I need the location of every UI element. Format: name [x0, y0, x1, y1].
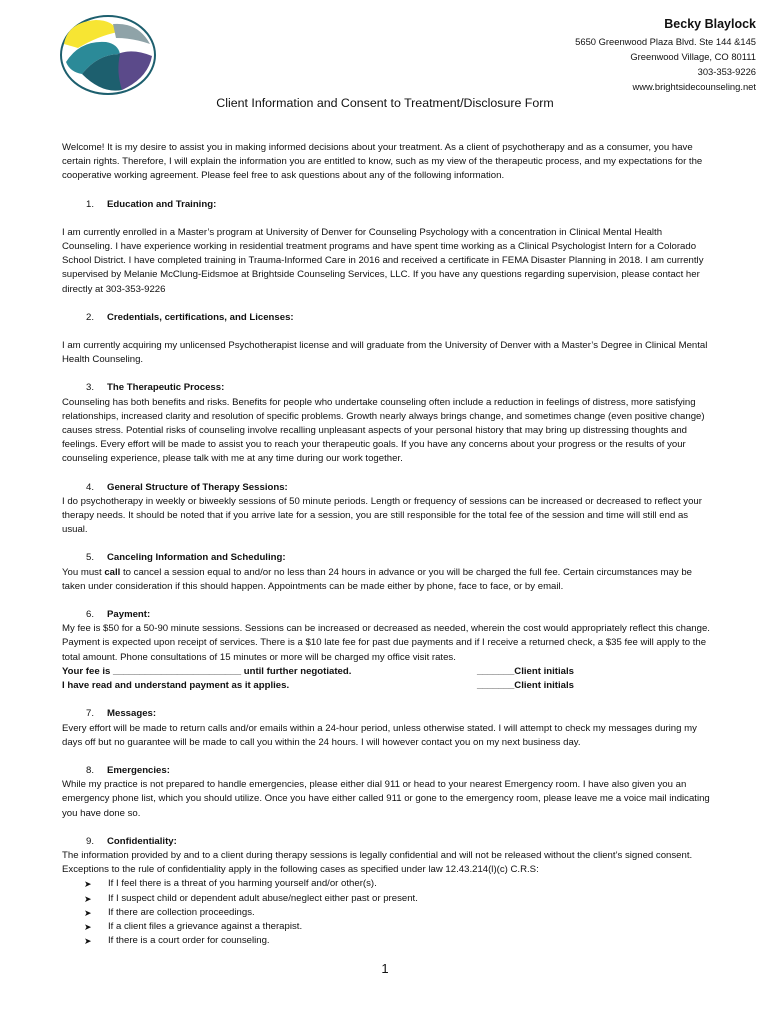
section-heading-emergencies: 8. Emergencies:	[86, 764, 170, 776]
section-body-education: I am currently enrolled in a Master’s program at University of Denver for Counseling Psychology with a concentration in Clinical Mental Health Counseling. I have experience working in residential treatment programs and have spent time working as a Clinical Psychologist Intern for a Colorado School District. I have completed training in Trauma-Informed Care in 2016 and received a certificate in FEMA Disaster Planning in 2018. I am currently supervised by Melanie McClung-Eidsmoe at Brightside Counseling Services, LLC. If you have any questions regarding supervision, please contact her directly at 303-353-9226	[62, 226, 704, 295]
website-link[interactable]: www.brightsidecounseling.net	[632, 81, 756, 92]
confidentiality-exceptions-list	[62, 877, 714, 948]
section-body-confidentiality: The information provided by and to a client during therapy sessions is legally confidential and will not be released without the client’s signed consent. Exceptions to the rule of confidentiality apply in the following cases as specified under law 12.43.214(l)(c) C.R.S:	[62, 849, 693, 876]
list-item: ➤ If there are collection proceedings.	[84, 906, 714, 920]
address-line-1: 5650 Greenwood Plaza Blvd. Ste 144 &145	[575, 36, 756, 47]
therapist-name: Becky Blaylock	[664, 17, 756, 31]
section-heading-messages: 7. Messages:	[86, 708, 157, 720]
fee-field[interactable]: Your fee is ________________________ until further negotiated.	[62, 665, 352, 677]
section-heading-education: 1. Education and Training:	[86, 198, 217, 210]
list-item: ➤ If a client files a grievance against a therapist.	[84, 920, 714, 934]
section-heading-payment: 6. Payment:	[86, 609, 151, 621]
arrow-bullet-icon: ➤	[84, 879, 92, 890]
arrow-bullet-icon: ➤	[84, 921, 92, 932]
section-heading-credentials: 2. Credentials, certifications, and Licenses:	[86, 311, 294, 323]
section-body-emergencies: While my practice is not prepared to handle emergencies, please either dial 911 or head to your nearest Emergency room. I have also given you an emergency phone list, which you should utilize. Once you have either called 911 or gone to the emergency room, please leave me a voice mail indicating you have done so.	[62, 779, 710, 819]
section-body-credentials: I am currently acquiring my unlicensed Psychotherapist license and will graduate from the University of Denver with a Master’s Degree in Clinical Mental Health Counseling.	[62, 340, 708, 366]
arrow-bullet-icon: ➤	[84, 893, 92, 904]
section-body-payment: My fee is $50 for a 50-90 minute sessions. Sessions can be increased or decreased as needed, wherein the cost would appropriately reflect this change. Payment is expected upon receipt of services. There is a $10 late fee for past due payments and if I receive a returned check, a $35 fee will apply to the total amount. Phone consultations of 15 minutes or more will be charged my office visit rates.	[62, 623, 710, 663]
list-item: ➤ If I feel there is a threat of you harming yourself and/or other(s).	[84, 877, 714, 891]
arrow-bullet-icon: ➤	[84, 936, 92, 947]
page-number: 1	[381, 961, 389, 976]
arrow-bullet-icon: ➤	[84, 907, 92, 918]
acknowledgement-row	[62, 679, 574, 693]
section-heading-therapeutic-process: 3. The Therapeutic Process:	[86, 382, 225, 394]
list-item: ➤ If I suspect child or dependent adult abuse/neglect either past or present.	[84, 892, 714, 906]
client-initials-field-2[interactable]: _______Client initials	[476, 680, 574, 692]
address-line-2: Greenwood Village, CO 80111	[630, 51, 756, 62]
section-body-messages: Every effort will be made to return calls and/or emails within a 24-hour period, unless otherwise stated. I will attempt to check my messages during my days off but no guarantee will be made to call you within the 24 hours. I will however contact you on my next business day.	[62, 722, 697, 748]
fee-initials-row	[62, 665, 574, 679]
intro-paragraph: Welcome! It is my desire to assist you in making informed decisions about your treatment. As a client of psychotherapy and as a consumer, you have certain rights. Therefore, I will explain the information you are entitled to know, such as my view of the therapeutic process, and my expectations for the cooperative working agreement. Please feel free to ask questions about any of the following information.	[62, 142, 703, 182]
list-item: ➤ If there is a court order for counseling.	[84, 934, 714, 948]
section-body-canceling: You must call to cancel a session equal to and/or no less than 24 hours in advance or you will be charged the full fee. Certain circumstances may be taken under consideration if this should happen. Appointments can be made either by phone, face to face, or by email.	[62, 566, 693, 592]
section-heading-session-structure: 4. General Structure of Therapy Sessions:	[86, 481, 288, 493]
phone-number: 303-353-9226	[697, 66, 756, 77]
section-body-therapeutic-process: Counseling has both benefits and risks. Benefits for people who undertake counseling often include a reduction in feelings of distress, more satisfying relationships, increased clarity and resolution of specific problems. Growth nearly always brings change, and sometimes change (even positive change) causes stress. Potential risks of counseling involve recalling unpleasant aspects of your personal history that may bring up distressing thoughts and feelings. Every effort will be made to assist you to reach your therapeutic goals. If you have any concerns about your progress or the results of your counseling experience, please talk with me at any time during our work together.	[62, 396, 705, 465]
document-body	[62, 141, 714, 948]
payment-acknowledgement: I have read and understand payment as it applies.	[62, 680, 290, 692]
page-title: Client Information and Consent to Treatment/Disclosure Form	[216, 96, 554, 110]
client-initials-field-1[interactable]: _______Client initials	[476, 665, 574, 677]
practice-header	[575, 14, 756, 94]
brightside-logo	[58, 14, 158, 96]
section-heading-canceling: 5. Canceling Information and Scheduling:	[86, 552, 286, 564]
section-heading-confidentiality: 9. Confidentiality:	[86, 835, 177, 847]
section-body-session-structure: I do psychotherapy in weekly or biweekly sessions of 50 minute periods. Length or frequency of sessions can be increased or decreased to reflect your therapy needs. It should be noted that if you arrive late for a session, you are still responsible for the total fee of the session and time will still end as usual.	[62, 495, 702, 536]
